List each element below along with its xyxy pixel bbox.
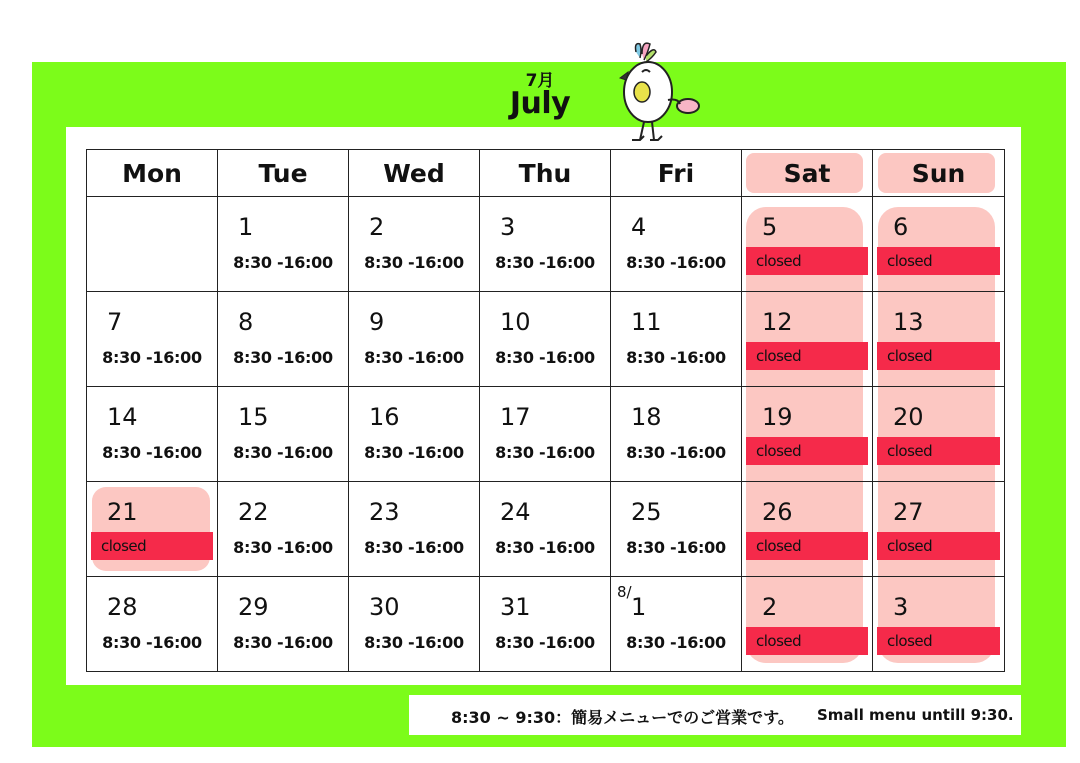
weekday-header-thu <box>480 150 611 197</box>
weekday-header-tue <box>218 150 349 197</box>
day-cell-27 <box>873 482 1005 577</box>
weekday-header-sat <box>742 150 873 197</box>
day-cell-1 <box>218 197 349 292</box>
day-number: 31 <box>500 593 531 621</box>
opening-hours: 8:30 -16:00 <box>364 538 464 557</box>
day-cell-19 <box>742 387 873 482</box>
closed-label: closed <box>887 632 933 650</box>
opening-hours: 8:30 -16:00 <box>233 538 333 557</box>
week-row <box>87 292 1005 387</box>
day-number: 14 <box>107 403 138 431</box>
day-cell-8 <box>218 292 349 387</box>
day-cell-31 <box>480 577 611 672</box>
opening-hours: 8:30 -16:00 <box>233 443 333 462</box>
day-cell-30 <box>349 577 480 672</box>
opening-hours: 8:30 -16:00 <box>626 348 726 367</box>
day-number: 6 <box>893 213 909 241</box>
day-number: 10 <box>500 308 531 336</box>
day-cell-11 <box>611 292 742 387</box>
note-en: Small menu untill 9:30. <box>817 706 1014 724</box>
closed-label: closed <box>887 442 933 460</box>
day-number: 29 <box>238 593 269 621</box>
day-cell-10 <box>480 292 611 387</box>
day-number: 11 <box>631 308 662 336</box>
day-cell-17 <box>480 387 611 482</box>
day-cell-2 <box>349 197 480 292</box>
day-cell-25 <box>611 482 742 577</box>
opening-hours: 8:30 -16:00 <box>626 633 726 652</box>
day-cell-1 <box>611 577 742 672</box>
opening-hours: 8:30 -16:00 <box>626 538 726 557</box>
day-number: 1 <box>631 593 647 621</box>
day-cell-6 <box>873 197 1005 292</box>
small-menu-note <box>409 695 1021 735</box>
opening-hours: 8:30 -16:00 <box>102 443 202 462</box>
day-number: 2 <box>369 213 385 241</box>
day-number: 8 <box>238 308 254 336</box>
day-cell-14 <box>87 387 218 482</box>
weekday-label: Tue <box>258 158 308 188</box>
day-cell-12 <box>742 292 873 387</box>
day-cell-29 <box>218 577 349 672</box>
day-number: 13 <box>893 308 924 336</box>
opening-hours: 8:30 -16:00 <box>626 253 726 272</box>
day-cell-9 <box>349 292 480 387</box>
day-number: 19 <box>762 403 793 431</box>
weekday-header-mon <box>87 150 218 197</box>
opening-hours: 8:30 -16:00 <box>495 443 595 462</box>
day-cell-20 <box>873 387 1005 482</box>
weekday-label: Mon <box>122 158 182 188</box>
week-row <box>87 577 1005 672</box>
day-number: 28 <box>107 593 138 621</box>
day-cell-15 <box>218 387 349 482</box>
day-number: 3 <box>893 593 909 621</box>
day-number: 12 <box>762 308 793 336</box>
month-title-jp: 7月 <box>525 71 555 91</box>
calendar-table <box>86 149 1005 672</box>
day-cell-4 <box>611 197 742 292</box>
week-row <box>87 482 1005 577</box>
day-cell-16 <box>349 387 480 482</box>
closed-label: closed <box>101 537 147 555</box>
weekday-label: Thu <box>518 158 572 188</box>
day-number: 9 <box>369 308 385 336</box>
day-number: 3 <box>500 213 516 241</box>
day-number: 27 <box>893 498 924 526</box>
day-number: 1 <box>238 213 254 241</box>
day-cell-3 <box>873 577 1005 672</box>
weekday-header-fri <box>611 150 742 197</box>
day-number: 24 <box>500 498 531 526</box>
empty-day-cell <box>87 197 218 292</box>
opening-hours: 8:30 -16:00 <box>364 253 464 272</box>
day-number: 26 <box>762 498 793 526</box>
day-cell-21 <box>87 482 218 577</box>
day-number: 20 <box>893 403 924 431</box>
weekday-header-sun <box>873 150 1005 197</box>
day-number: 5 <box>762 213 778 241</box>
day-number: 15 <box>238 403 269 431</box>
opening-hours: 8:30 -16:00 <box>364 633 464 652</box>
month-title-en: July <box>509 86 571 121</box>
opening-hours: 8:30 -16:00 <box>626 443 726 462</box>
closed-label: closed <box>756 537 802 555</box>
closed-label: closed <box>887 347 933 365</box>
weekday-label: Sun <box>911 158 966 188</box>
opening-hours: 8:30 -16:00 <box>495 538 595 557</box>
day-number: 7 <box>107 308 123 336</box>
day-number: 4 <box>631 213 647 241</box>
day-number: 18 <box>631 403 662 431</box>
day-number: 16 <box>369 403 400 431</box>
opening-hours: 8:30 -16:00 <box>102 348 202 367</box>
weekday-label: Wed <box>383 158 445 188</box>
closed-label: closed <box>887 537 933 555</box>
day-cell-26 <box>742 482 873 577</box>
closed-label: closed <box>887 252 933 270</box>
opening-hours: 8:30 -16:00 <box>364 348 464 367</box>
day-number: 2 <box>762 593 778 621</box>
next-month-mark: 8/ <box>617 583 632 601</box>
day-cell-18 <box>611 387 742 482</box>
day-cell-5 <box>742 197 873 292</box>
opening-hours: 8:30 -16:00 <box>233 253 333 272</box>
day-cell-2 <box>742 577 873 672</box>
day-number: 17 <box>500 403 531 431</box>
day-cell-23 <box>349 482 480 577</box>
opening-hours: 8:30 -16:00 <box>495 253 595 272</box>
weekday-label: Sat <box>783 158 831 188</box>
closed-label: closed <box>756 442 802 460</box>
opening-hours: 8:30 -16:00 <box>233 633 333 652</box>
opening-hours: 8:30 -16:00 <box>364 443 464 462</box>
opening-hours: 8:30 -16:00 <box>233 348 333 367</box>
closed-label: closed <box>756 252 802 270</box>
day-cell-28 <box>87 577 218 672</box>
week-row <box>87 387 1005 482</box>
bird-icon <box>606 40 706 146</box>
day-cell-3 <box>480 197 611 292</box>
closed-label: closed <box>756 632 802 650</box>
day-number: 22 <box>238 498 269 526</box>
day-cell-24 <box>480 482 611 577</box>
week-row <box>87 197 1005 292</box>
day-cell-7 <box>87 292 218 387</box>
opening-hours: 8:30 -16:00 <box>102 633 202 652</box>
day-number: 23 <box>369 498 400 526</box>
day-cell-22 <box>218 482 349 577</box>
calendar-grid <box>86 149 1004 671</box>
weekday-label: Fri <box>657 158 695 188</box>
day-number: 25 <box>631 498 662 526</box>
opening-hours: 8:30 -16:00 <box>495 633 595 652</box>
day-cell-13 <box>873 292 1005 387</box>
closed-label: closed <box>756 347 802 365</box>
opening-hours: 8:30 -16:00 <box>495 348 595 367</box>
day-number: 21 <box>107 498 138 526</box>
weekday-header-wed <box>349 150 480 197</box>
note-jp: 8:30 ~ 9:30：簡易メニューでのご営業です。 <box>451 708 794 727</box>
day-number: 30 <box>369 593 400 621</box>
